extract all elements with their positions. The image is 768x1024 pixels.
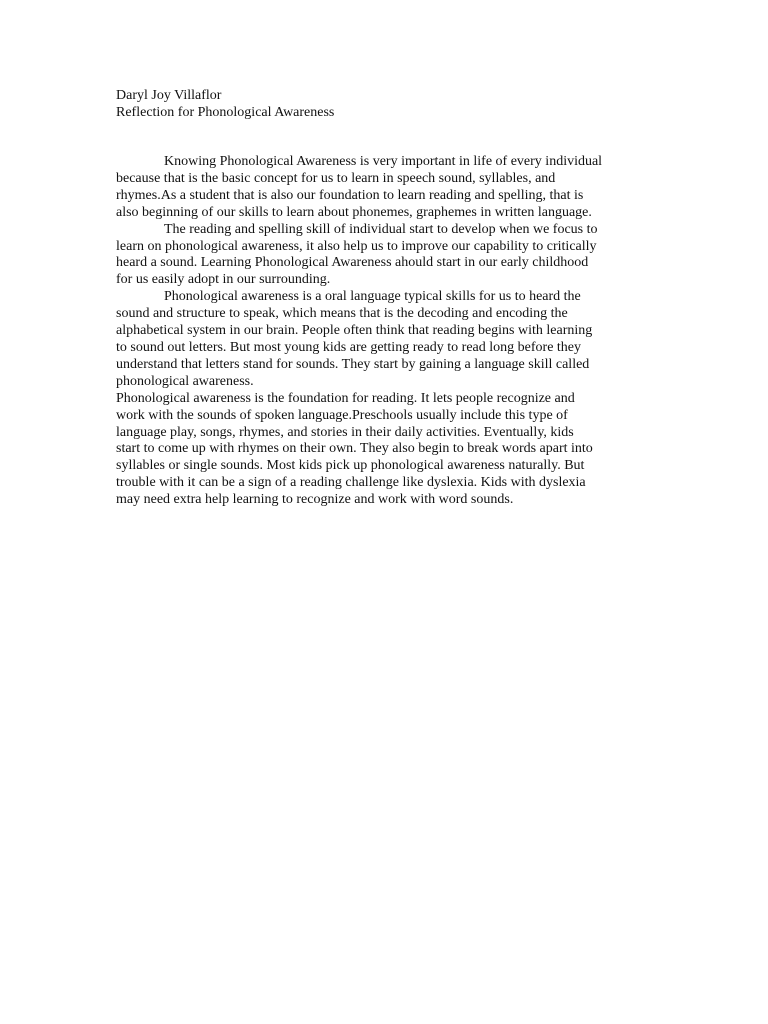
document-title: Reflection for Phonological Awareness xyxy=(116,105,335,120)
text-line: work with the sounds of spoken language.Preschools usually include this type of xyxy=(116,407,568,423)
text-line: Knowing Phonological Awareness is very important in life of every individual xyxy=(164,154,603,169)
document-body xyxy=(116,154,656,509)
text-line: alphabetical system in our brain. People often think that reading begins with learning xyxy=(116,323,593,339)
text-line: sound and structure to speak, which means that is the decoding and encoding the xyxy=(116,306,568,322)
text-line: for us easily adopt in our surrounding. xyxy=(116,272,331,288)
text-line: also beginning of our skills to learn about phonemes, graphemes in written language. xyxy=(116,204,592,220)
text-line: language play, songs, rhymes, and stories in their daily activities. Eventually, kids xyxy=(116,424,574,440)
text-line: trouble with it can be a sign of a reading challenge like dyslexia. Kids with dyslexia xyxy=(116,475,586,491)
author-name: Daryl Joy Villaflor xyxy=(116,88,222,103)
text-line: The reading and spelling skill of individual start to develop when we focus to xyxy=(164,221,598,237)
text-line: start to come up with rhymes on their own. They also begin to break words apart into xyxy=(116,441,593,457)
text-line: to sound out letters. But most young kids are getting ready to read long before they xyxy=(116,339,582,355)
text-line: syllables or single sounds. Most kids pick up phonological awareness naturally. But xyxy=(116,458,585,474)
text-line: Phonological awareness is the foundation for reading. It lets people recognize and xyxy=(116,390,575,406)
text-line: rhymes.As a student that is also our foundation to learn reading and spelling, that is xyxy=(116,187,584,203)
text-line: may need extra help learning to recognize and work with word sounds. xyxy=(116,492,514,508)
document-header xyxy=(116,87,656,121)
text-line: understand that letters stand for sounds. They start by gaining a language skill called xyxy=(116,356,590,372)
text-line: because that is the basic concept for us to learn in speech sound, syllables, and xyxy=(116,170,556,186)
text-line: heard a sound. Learning Phonological Awareness ahould start in our early childhood xyxy=(116,255,589,271)
text-line: learn on phonological awareness, it also help us to improve our capability to critically xyxy=(116,238,597,254)
text-line: Phonological awareness is a oral language typical skills for us to heard the xyxy=(164,289,581,305)
text-line: phonological awareness. xyxy=(116,373,254,389)
